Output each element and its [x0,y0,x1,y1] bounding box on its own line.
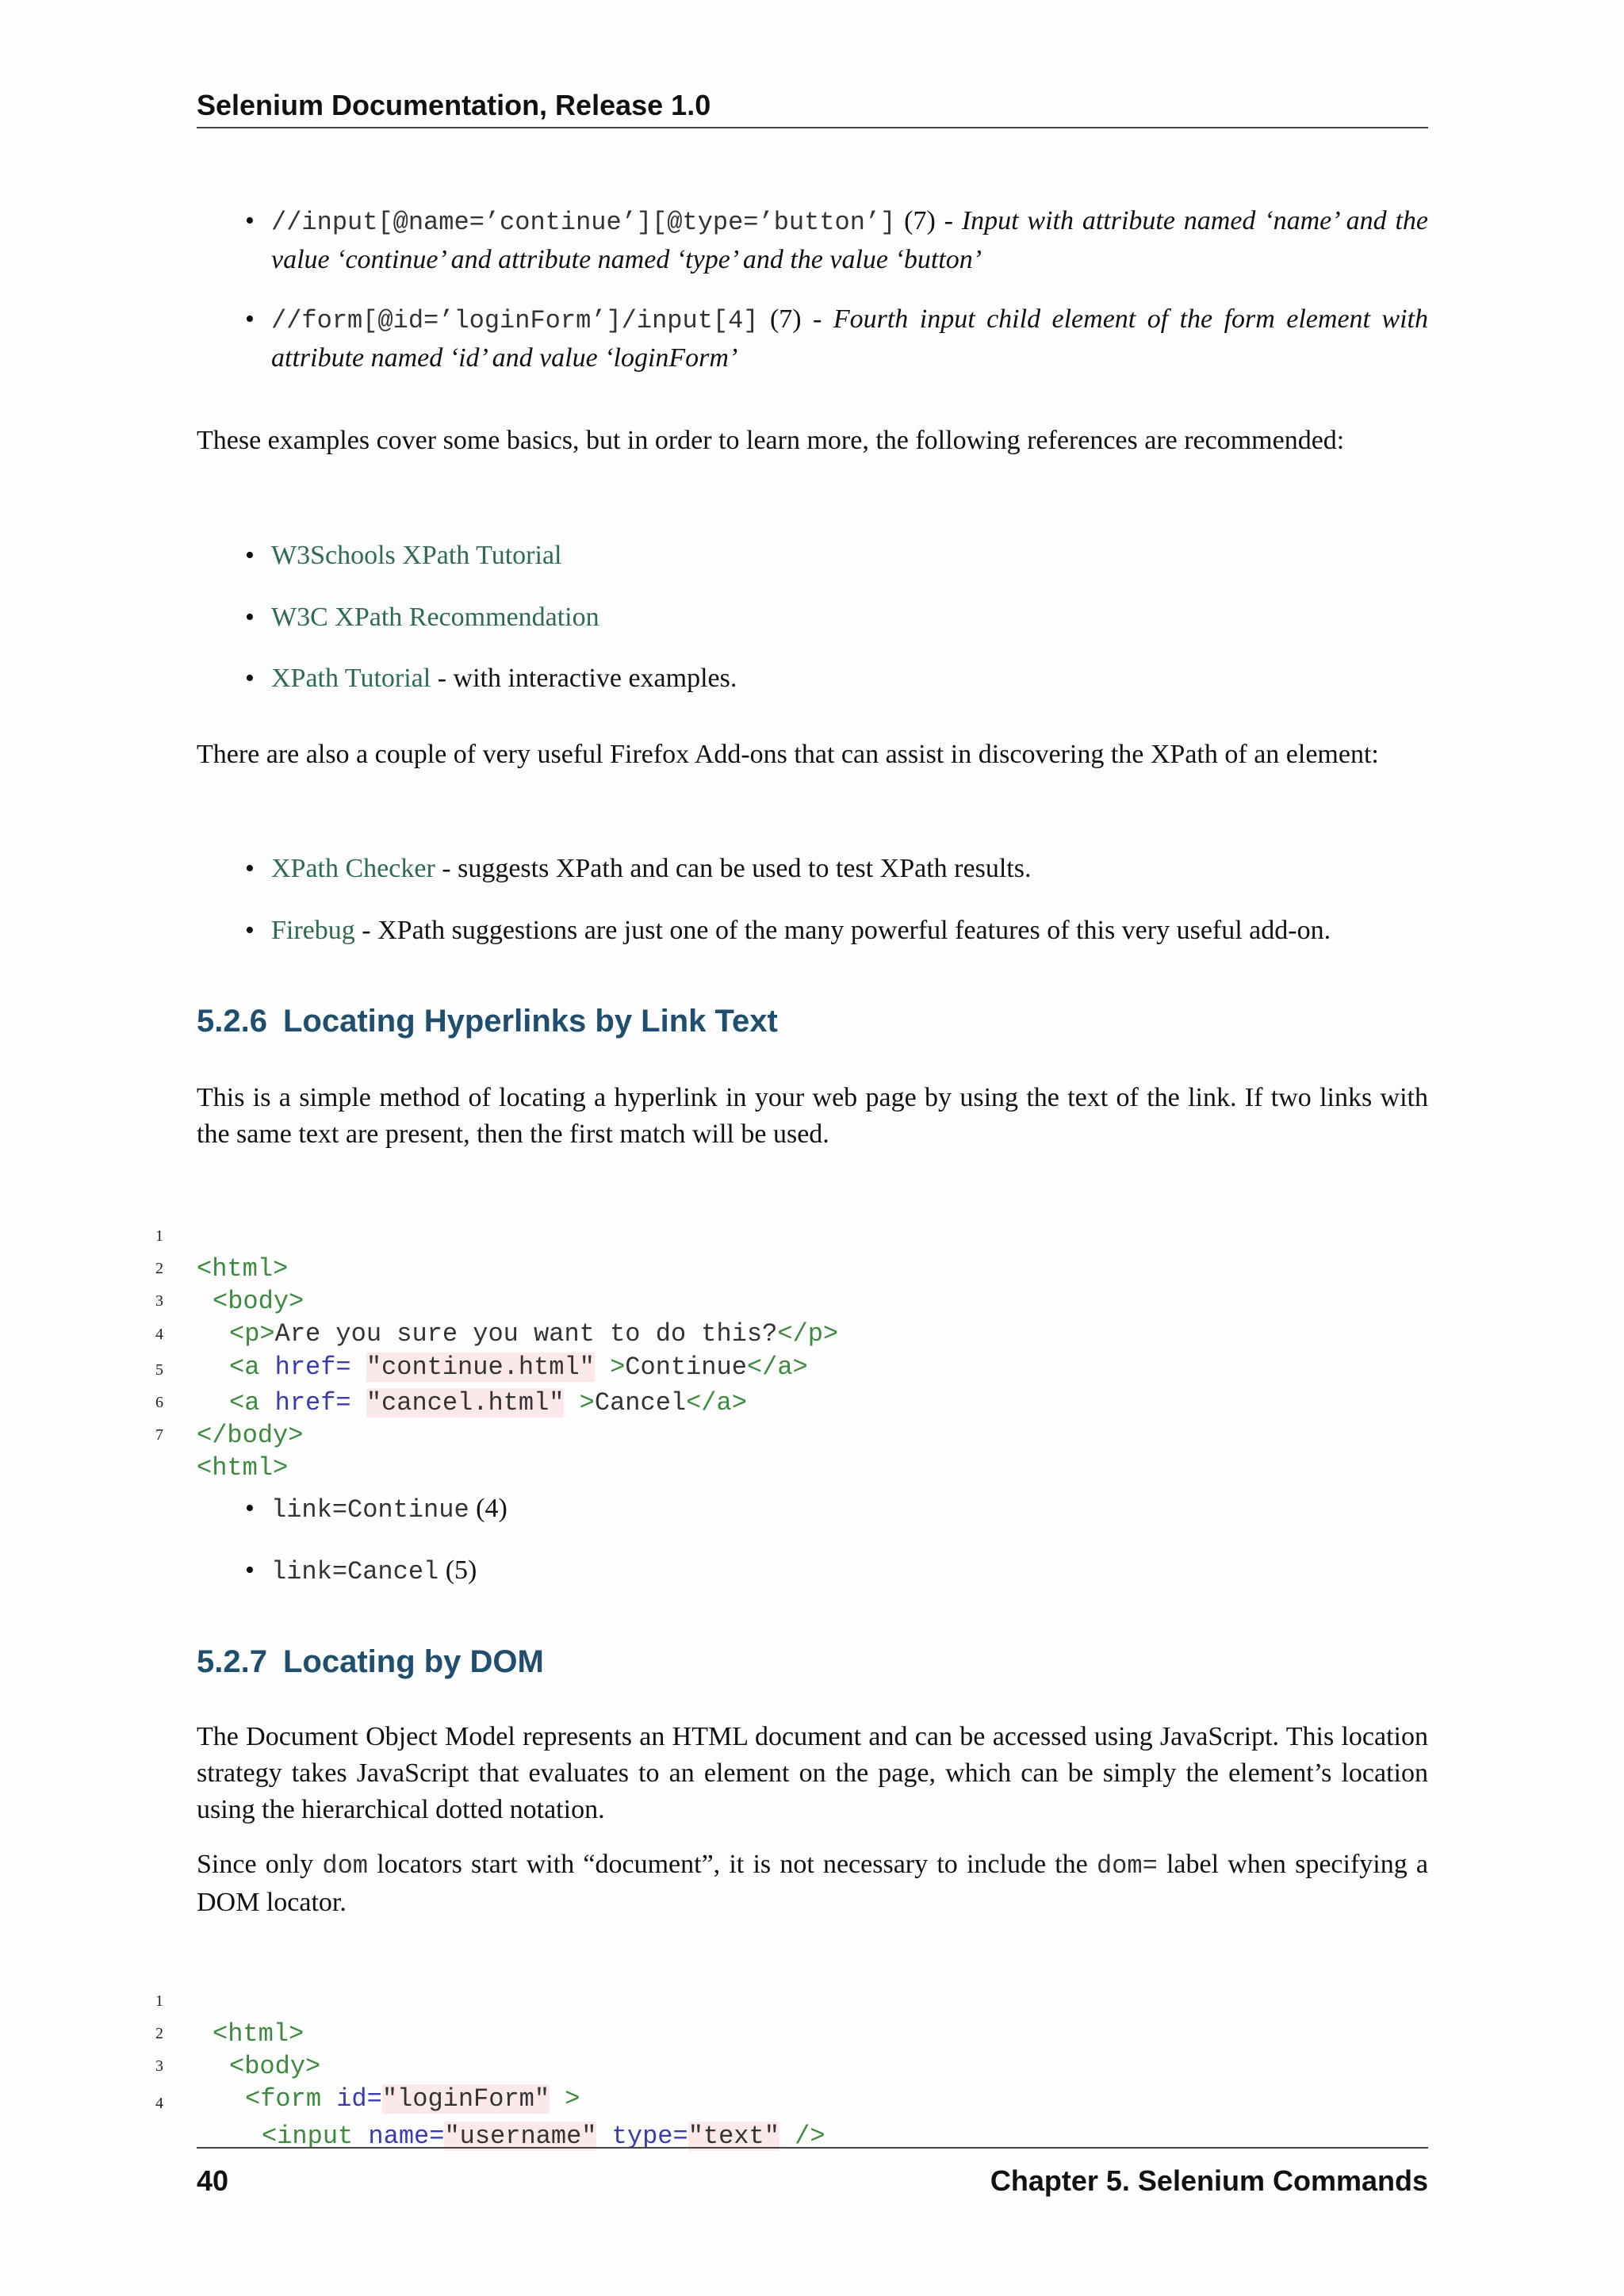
code-tag: </a> [746,1353,808,1382]
list-item [271,537,1428,574]
item-description: Fourth input child element of the form element with attribute named ‘id’ and value ‘loginForm’ [271,304,1429,373]
reference-link[interactable]: W3C XPath Recommendation [271,603,599,632]
item-description: Input with attribute named ‘name’ and the value ‘continue’ and attribute named ‘type’ and the value ‘button’ [271,206,1428,274]
paragraph: This is a simple method of locating a hyperlink in your web page by using the text of the link. If two links with the same text are present, then the first match will be used. [197,1083,1428,1149]
line-number: 5 [155,1361,163,1379]
line-number: 4 [155,2095,163,2112]
list-item [271,1490,1428,1529]
code-tag: </body> [197,1421,304,1450]
line-number: 2 [155,2025,163,2042]
code-tag: <a [229,1388,260,1418]
paragraph-text: locators start with “document”, it is not necessary to include the [368,1850,1097,1879]
addon-link[interactable]: Firebug [271,916,355,945]
code-tag: </p> [777,1319,839,1349]
paragraph: There are also a couple of very useful Firefox Add-ons that can assist in discovering the XPath of an element: [197,740,1379,769]
header-title: Selenium Documentation, Release 1.0 [197,89,711,121]
line-number: 6 [155,1394,163,1411]
code-attr: name= [368,2122,445,2151]
paragraph-text: Since only [197,1850,323,1879]
line-number: 4 [155,1326,163,1343]
paragraph: The Document Object Model represents an HTML document and can be accessed using JavaScript. This location strategy takes JavaScript that evaluates to an element on the page, which can be simply the element’s location using the hierarchical dotted notation. [197,1722,1428,1824]
list-item [271,850,1428,887]
code-text: Are you sure you want to do this? [274,1319,778,1349]
section-heading [197,1004,778,1039]
paragraph: These examples cover some basics, but in order to learn more, the following references are recommended: [197,426,1345,455]
code-string: "cancel.html" [366,1388,565,1418]
section-number: 5.2.7 [197,1644,267,1679]
line-number: 1 [155,1992,163,2010]
code-string: "loginForm" [381,2084,550,2114]
code-tag: > [565,2084,580,2114]
section-heading [197,1644,544,1680]
separator: - [801,304,833,334]
running-header [197,89,1428,128]
list-item [271,660,1428,697]
code-tag: <body> [229,2052,321,2081]
line-number: 1 [155,1227,163,1245]
code-tag: </a> [686,1388,747,1418]
line-ref: (4) [476,1494,508,1523]
reference-link[interactable]: XPath Tutorial [271,664,431,693]
list-item [271,599,1428,636]
separator: - [935,206,962,235]
reference-link[interactable]: W3Schools XPath Tutorial [271,541,562,570]
inline-code: dom [322,1851,368,1881]
section-number: 5.2.6 [197,1004,267,1039]
line-number: 2 [155,1260,163,1277]
code-tag: <html> [197,1254,289,1284]
link-note: - with interactive examples. [431,664,737,693]
line-number: 3 [155,2057,163,2075]
page-number: 40 [197,2164,229,2197]
code-attr: href= [274,1353,351,1382]
code-tag: /> [795,2122,825,2151]
inline-code: link=Continue [271,1495,469,1525]
code-attr: id= [336,2084,382,2114]
code-tag: <a [229,1353,260,1382]
code-tag: <input [262,2122,354,2151]
link-note: - suggests XPath and can be used to test XPath results. [435,854,1032,883]
list-item [271,1552,1428,1590]
line-ref: (5) [445,1556,477,1585]
code-text: Continue [625,1353,747,1382]
code-string: "username" [444,2122,597,2151]
line-number: 7 [155,1426,163,1444]
addon-link[interactable]: XPath Checker [271,854,435,883]
code-line [0,1953,1428,2049]
paragraph [197,1846,1428,1921]
code-tag: > [610,1353,626,1382]
section-title: Locating by DOM [282,1644,544,1679]
code-attr: href= [274,1388,351,1418]
code-string: "text" [688,2122,779,2151]
code-tag: <body> [213,1287,304,1316]
code-tag: > [579,1388,595,1418]
line-ref: (7) [904,206,936,235]
code-tag: <p> [229,1319,275,1349]
section-title: Locating Hyperlinks by Link Text [282,1004,778,1039]
inline-code: link=Cancel [271,1557,439,1586]
list-item [271,912,1428,949]
line-ref: (7) [769,304,802,334]
running-footer [197,2147,1428,2198]
inline-code: //form[@id=’loginForm’]/input[4] [271,306,759,335]
code-text: Cancel [594,1388,687,1418]
list-item [271,300,1428,377]
inline-code: //input[@name=’continue’][@type=’button’] [271,208,896,237]
line-number: 3 [155,1292,163,1310]
code-attr: type= [611,2122,688,2151]
link-note: - XPath suggestions are just one of the many powerful features of this very useful add-on. [354,916,1331,945]
list-item [271,202,1428,278]
code-tag: <form [245,2084,322,2114]
chapter-title: Chapter 5. Selenium Commands [990,2164,1428,2197]
paragraph-text: label when specifying a DOM locator. [197,1850,1429,1917]
code-tag: <html> [213,2019,304,2049]
inline-code: dom= [1096,1851,1158,1881]
code-line [0,1188,1428,1284]
code-tag: <html> [197,1453,289,1483]
code-string: "continue.html" [366,1353,595,1382]
